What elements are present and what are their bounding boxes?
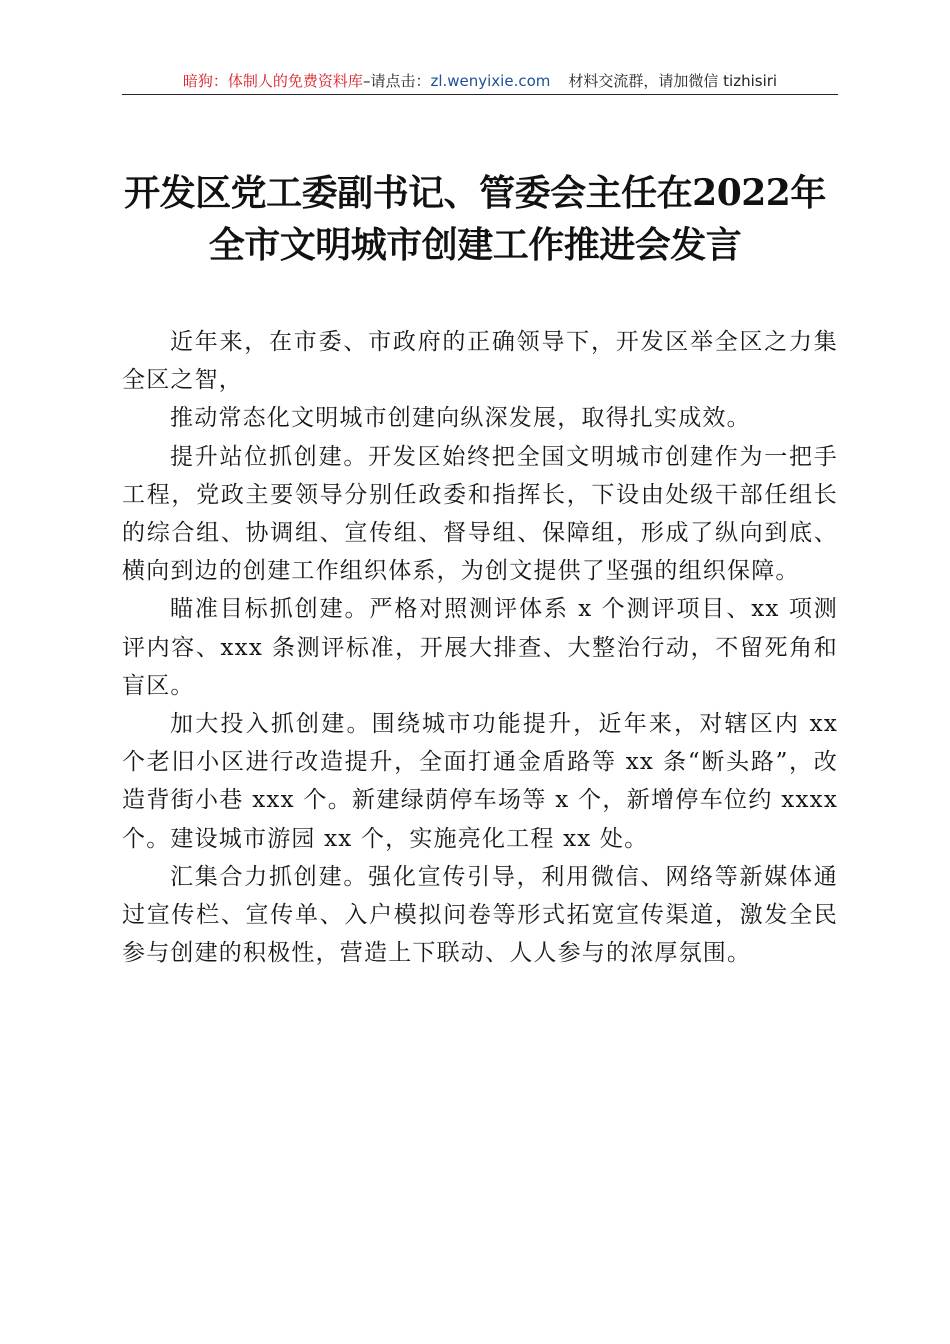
header-divider [122, 94, 838, 95]
document-body [122, 323, 838, 972]
header-contact: 材料交流群，请加微信 tizhisiri [568, 72, 778, 90]
header-url-link[interactable]: zl.wenyixie.com [430, 72, 551, 90]
title-line-1: 开发区党工委副书记、管委会主任在2022年 [124, 172, 826, 214]
paragraph: 加大投入抓创建。围绕城市功能提升，近年来，对辖区内 xx 个老旧小区进行改造提升，全面打通金盾路等 xx 条“断头路”，改造背街小巷 xxx 个。新建绿荫停车场等 x 个，新增停车位约 xxxx 个。建设城市游园 xx 个，实施亮化工程 xx 处。 [122, 711, 838, 852]
paragraph: 近年来，在市委、市政府的正确领导下，开发区举全区之力集全区之智， [122, 329, 838, 394]
page-header [122, 70, 838, 92]
header-click-prompt: –请点击： [362, 72, 431, 90]
title-line-2: 全市文明城市创建工作推进会发言 [208, 224, 742, 266]
header-brand: 暗狗：体制人的免费资料库 [182, 72, 363, 90]
paragraph: 汇集合力抓创建。强化宣传引导，利用微信、网络等新媒体通过宣传栏、宣传单、入户模拟问卷等形式拓宽宣传渠道，激发全民参与创建的积极性，营造上下联动、人人参与的浓厚氛围。 [122, 863, 838, 967]
paragraph: 瞄准目标抓创建。严格对照测评体系 x 个测评项目、xx 项测评内容、xxx 条测评标准，开展大排查、大整治行动，不留死角和盲区。 [122, 596, 838, 699]
paragraph: 推动常态化文明城市创建向纵深发展，取得扎实成效。 [170, 405, 751, 432]
paragraph: 提升站位抓创建。开发区始终把全国文明城市创建作为一把手工程，党政主要领导分别任政委和指挥长，下设由处级干部任组长的综合组、协调组、宣传组、督导组、保障组，形成了纵向到底、横向到边的创建工作组织体系，为创文提供了坚强的组织保障。 [122, 443, 838, 585]
document-title [110, 167, 840, 271]
